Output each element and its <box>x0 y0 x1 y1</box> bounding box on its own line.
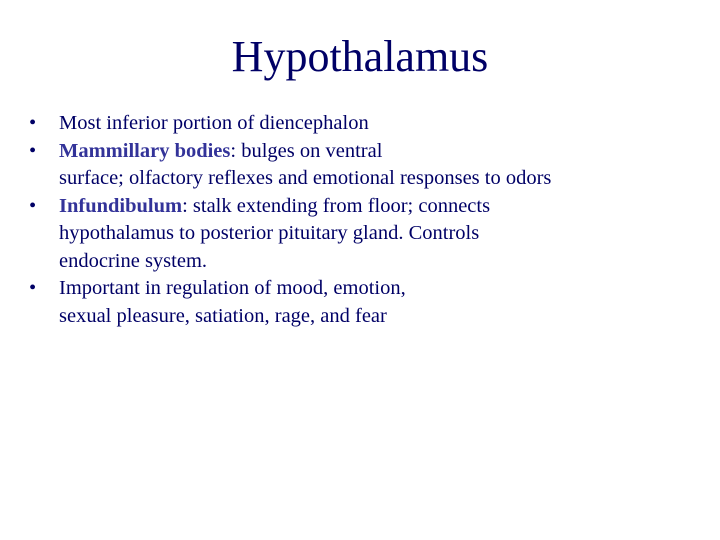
bullet-item <box>0 193 720 276</box>
bullet-list <box>0 110 720 330</box>
bullet-icon: • <box>29 277 37 299</box>
bullet-text-line: Most inferior portion of diencephalon <box>59 112 369 134</box>
slide-title: Hypothalamus <box>231 32 489 81</box>
term-definition: : bulges on ventral <box>230 139 383 162</box>
bullet-icon: • <box>29 194 37 217</box>
bullet-text-line <box>59 193 700 221</box>
bullet-text-line <box>59 138 700 166</box>
term-definition: : stalk extending from floor; connects <box>182 194 491 217</box>
bullet-icon: • <box>29 139 37 162</box>
bullet-item <box>0 275 720 330</box>
bullet-icon: • <box>29 112 37 134</box>
bullet-text-line: endocrine system. <box>59 249 208 272</box>
bullet-item <box>0 110 720 138</box>
bullet-text-line: Important in regulation of mood, emotion, <box>59 277 406 299</box>
term-infundibulum: Infundibulum <box>59 194 183 217</box>
bullet-text-line: sexual pleasure, satiation, rage, and fear <box>59 304 387 327</box>
term-mammillary-bodies: Mammillary bodies <box>59 139 231 162</box>
bullet-text-line: hypothalamus to posterior pituitary gland. Controls <box>59 222 480 244</box>
bullet-text-line: surface; olfactory reflexes and emotional responses to odors <box>59 167 552 189</box>
bullet-item <box>0 138 720 193</box>
